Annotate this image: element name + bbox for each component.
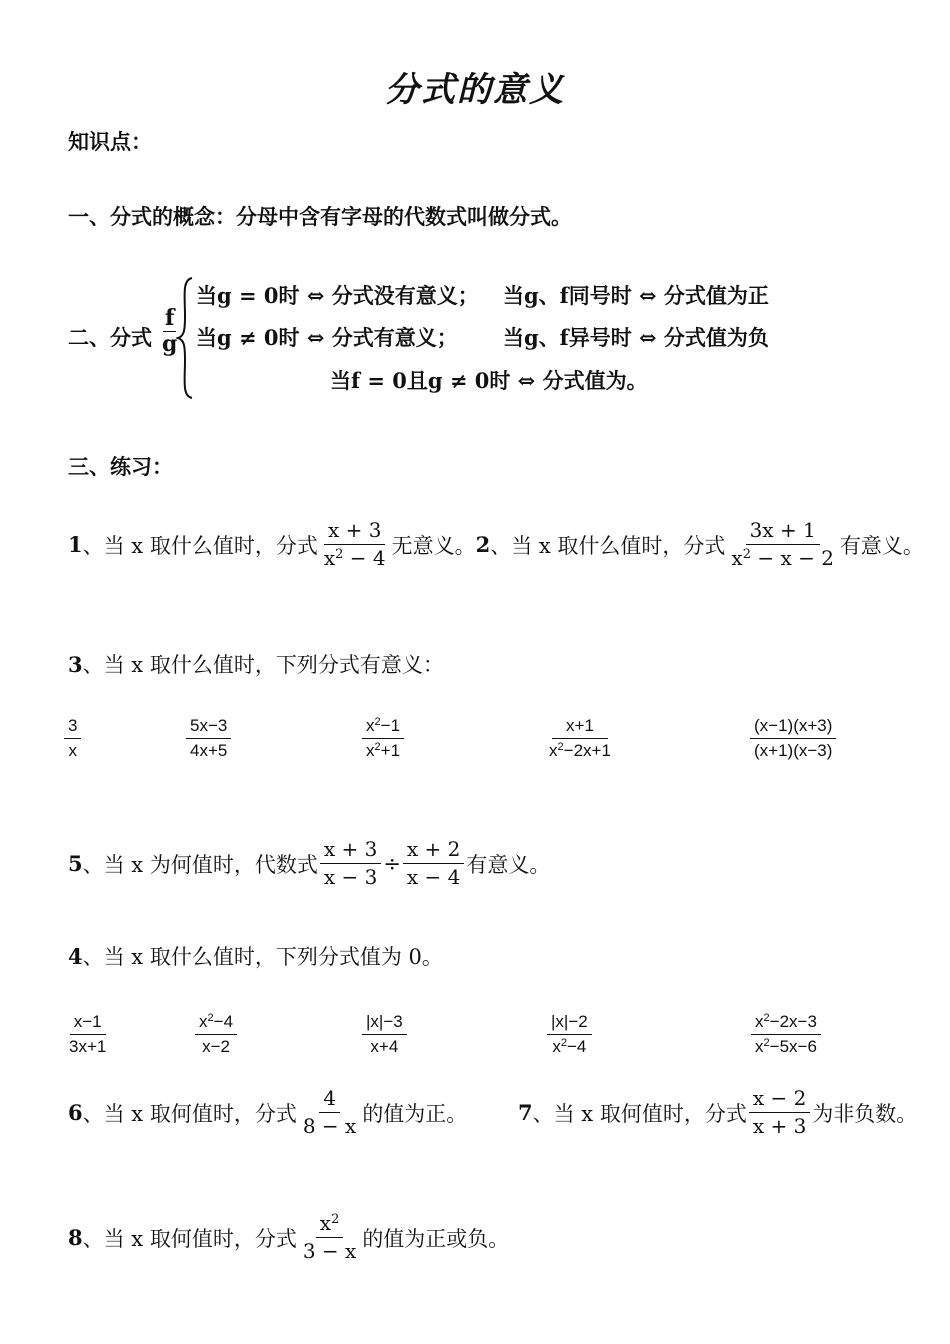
meaning-prefix: 二、分式 — [68, 325, 152, 350]
meaning-line1-left: 当g = 0时 ⇔ 分式没有意义； — [196, 283, 479, 308]
question-5 — [68, 838, 550, 889]
practice-heading: 三、练习： — [68, 454, 173, 479]
q1-numerator: x + 3 — [324, 519, 385, 545]
q3-fraction-5: $\frac{(x-1)(x+3)}{(x+1)(x-3)}$ — [748, 716, 838, 760]
q5-fraction-2: $\frac{x + 2}{x - 4}$ — [403, 838, 464, 889]
page-title: 分式的意义 — [385, 70, 565, 110]
question-1 — [68, 519, 924, 570]
q4-fraction-2: $\frac{x^2-4}{x-2}$ — [193, 1012, 239, 1056]
q4-fraction-5: $\frac{x^2-2x-3}{x^2-5x-6}$ — [749, 1012, 823, 1056]
q8-fraction: $\frac{x^2}{3 - x}$ — [302, 1211, 357, 1263]
q4-number: 4 — [68, 944, 83, 969]
fg-numerator: f — [164, 305, 175, 331]
left-brace — [176, 276, 196, 400]
fg-denominator: g — [162, 331, 178, 358]
q2-numerator: 3x + 1 — [746, 519, 820, 545]
concept-definition: 一、分式的概念：分母中含有字母的代数式叫做分式。 — [68, 204, 572, 229]
q7-number: 7 — [518, 1100, 533, 1125]
q3-fraction-2: $\frac{5x-3}{4x+5}$ — [184, 716, 233, 760]
q6-text-after: 的值为正。 — [362, 1101, 468, 1126]
q1-text-after: 无意义。 — [391, 533, 476, 558]
question-7 — [518, 1087, 917, 1138]
q2-text: 、当 x 取什么值时，分式 — [490, 533, 726, 558]
q7-fraction: $\frac{x - 2}{x + 3}$ — [749, 1087, 810, 1138]
q1-denominator: $x^2 - 4$ — [323, 546, 386, 570]
q5-divide-sign: ÷ — [383, 851, 401, 876]
q5-number: 5 — [68, 851, 83, 876]
q8-number: 8 — [68, 1225, 83, 1250]
q4-fraction-1: $\frac{x-1}{3x+1}$ — [69, 1012, 107, 1056]
q6-text: 、当 x 取何值时，分式 — [82, 1101, 297, 1126]
q3-fraction-3: $\frac{x^2-1}{x^2+1}$ — [360, 716, 406, 760]
q2-fraction — [727, 519, 838, 570]
q1-fraction — [320, 519, 390, 570]
meaning-line1-right: 当g、f同号时 ⇔ 分式值为正 — [503, 283, 769, 308]
q2-denominator: $x^2 - x - 2$ — [731, 546, 834, 570]
q5-fraction-1: $\frac{x + 3}{x - 3}$ — [320, 838, 381, 889]
question-4 — [68, 941, 443, 971]
q1-number: 1 — [68, 532, 83, 557]
question-6 — [68, 1087, 467, 1138]
q2-text-after: 有意义。 — [839, 533, 924, 558]
q1-text: 、当 x 取什么值时，分式 — [82, 533, 318, 558]
q8-text: 、当 x 取何值时，分式 — [82, 1226, 297, 1251]
q6-fraction: $\frac{4}{8 - x}$ — [302, 1086, 357, 1138]
q5-text-after: 有意义。 — [466, 852, 551, 877]
knowledge-heading: 知识点： — [68, 129, 152, 154]
meaning-line2-left: 当g ≠ 0时 ⇔ 分式有意义； — [196, 325, 458, 350]
question-3 — [68, 649, 444, 679]
meaning-line3: 当f = 0且g ≠ 0时 ⇔ 分式值为。 — [330, 368, 648, 393]
q4-text: 、当 x 取什么值时，下列分式值为 0。 — [82, 945, 443, 969]
q4-fraction-3: $\frac{|x|-3}{x+4}$ — [360, 1012, 409, 1056]
q4-fraction-4: $\frac{|x|-2}{x^2-4}$ — [545, 1012, 594, 1056]
q2-number: 2 — [475, 532, 491, 557]
meaning-line2-right: 当g、f异号时 ⇔ 分式值为负 — [503, 325, 769, 350]
q3-number: 3 — [68, 652, 83, 677]
question-8 — [68, 1212, 509, 1263]
q8-text-after: 的值为正或负。 — [362, 1226, 510, 1251]
q6-number: 6 — [68, 1100, 83, 1125]
q3-text: 、当 x 取什么值时，下列分式有意义： — [82, 653, 444, 677]
q5-text: 、当 x 为何值时，代数式 — [82, 852, 318, 877]
q7-text: 、当 x 取何值时，分式 — [532, 1101, 747, 1126]
q7-text-after: 为非负数。 — [812, 1101, 918, 1126]
q3-fraction-1: $\frac{3}{x}$ — [62, 716, 83, 760]
q3-fraction-4: $\frac{x+1}{x^2-2x+1}$ — [549, 716, 611, 760]
